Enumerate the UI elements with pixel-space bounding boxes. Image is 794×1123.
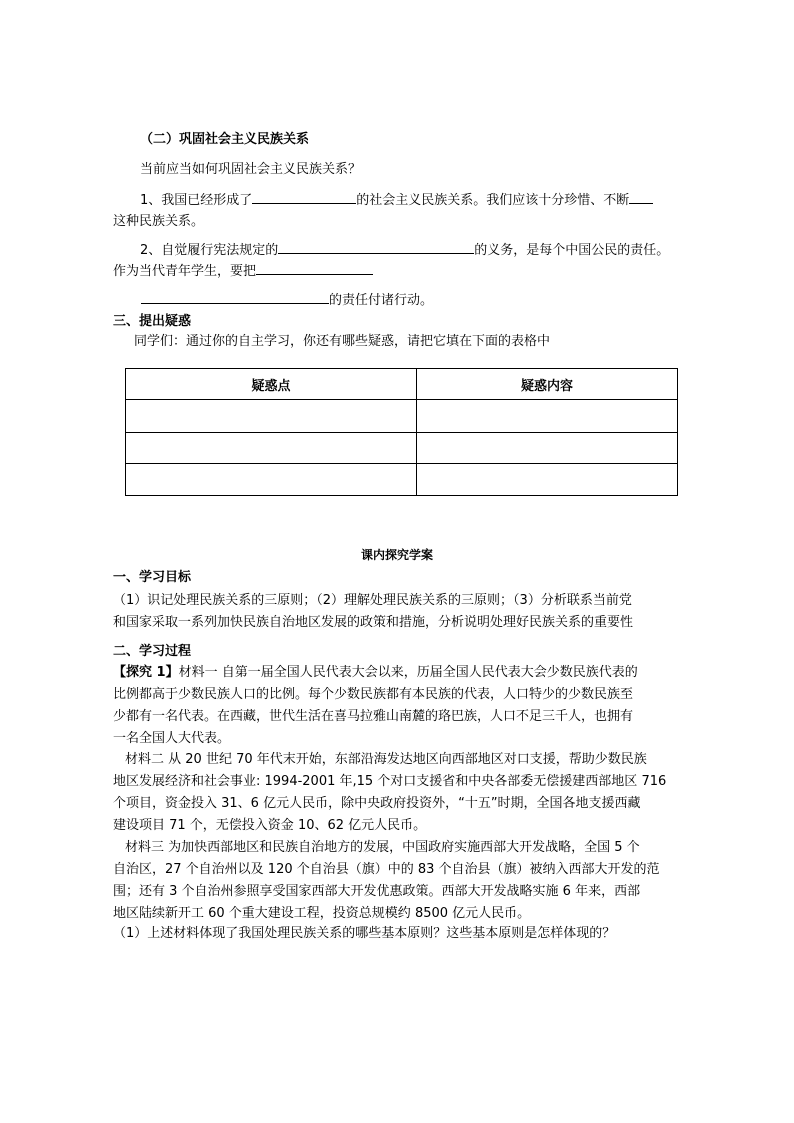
material-line: 建设项目 71 个，无偿投入资金 10、62 亿元人民币。 <box>113 818 427 833</box>
material-line: 比例都高于少数民族人口的比例。每个少数民族都有本民族的代表，人口特少的少数民族至 <box>113 687 634 702</box>
material-line: 个项目，资金投入 31、6 亿元人民币，除中央政府投资外，“十五”时期，全国各地支援西藏 <box>113 796 641 811</box>
item2-text-c: 作为当代青年学生，要把 <box>113 264 257 279</box>
fill-blank-1[interactable] <box>252 189 356 204</box>
table-cell[interactable] <box>126 464 417 496</box>
goals-heading: 一、学习目标 <box>113 570 192 585</box>
item1-line2: 这种民族关系。 <box>113 214 205 229</box>
fill-blank-4[interactable] <box>256 260 373 275</box>
material-line: 少都有一名代表。在西藏，世代生活在喜马拉雅山南麓的珞巴族，人口不足三千人，也拥有 <box>113 709 634 724</box>
table-cell[interactable] <box>417 433 678 464</box>
material-line: 一名全国人大代表。 <box>113 731 231 746</box>
item2-line1 <box>140 239 669 258</box>
page-title: 课内探究学案 <box>360 548 433 562</box>
item1-text-a: 1、我国已经形成了 <box>140 193 253 208</box>
material-text: 材料一 自第一届全国人民代表大会以来，历届全国人民代表大会少数民族代表的 <box>178 665 638 680</box>
explore-tag: 【探究 1】 <box>113 665 179 680</box>
material-line: 地区陆续新开工 60 个重大建设工程，投资总规模约 8500 亿元人民币。 <box>113 906 531 921</box>
table-header-row <box>126 369 678 400</box>
column-header: 疑惑点 <box>126 369 417 400</box>
table-cell[interactable] <box>417 400 678 433</box>
table-cell[interactable] <box>417 464 678 496</box>
item2-line3 <box>141 289 433 308</box>
table-row <box>126 400 678 433</box>
material-line: 围；还有 3 个自治州参照享受国家西部大开发优惠政策。西部大开发战略实施 6 年来，西部 <box>113 884 641 899</box>
material-line: 自治区，27 个自治州以及 120 个自治县（旗）中的 83 个自治县（旗）被纳入西部大开发的范 <box>113 862 660 877</box>
item2-text-d: 的责任付诸行动。 <box>329 293 434 308</box>
process-heading: 二、学习过程 <box>113 644 192 659</box>
question-text: （1）上述材料体现了我国处理民族关系的哪些基本原则？这些基本原则是怎样体现的？ <box>113 926 616 941</box>
table-cell[interactable] <box>126 433 417 464</box>
item1-text-b: 的社会主义民族关系。我们应该十分珍惜、不断 <box>356 193 630 208</box>
table-cell[interactable] <box>126 400 417 433</box>
item2-line2 <box>113 260 373 279</box>
material-line: 材料二 从 20 世纪 70 年代末开始，东部沿海发达地区向西部地区对口支援，帮助少数民族 <box>125 752 647 767</box>
material-line: 材料三 为加快西部地区和民族自治地方的发展，中国政府实施西部大开发战略，全国 5 个 <box>125 840 640 855</box>
item2-text-b: 的义务，是每个中国公民的责任。 <box>474 243 670 258</box>
table-row <box>126 433 678 464</box>
item2-text-a: 2、自觉履行宪法规定的 <box>140 243 279 258</box>
material-line: 地区发展经济和社会事业: 1994-2001 年,15 个对口支援省和中央各部委无偿援建西部地区 716 <box>113 774 667 789</box>
doubts-instruction: 同学们：通过你的自主学习，你还有哪些疑惑，请把它填在下面的表格中 <box>134 334 551 349</box>
question-text: 当前应当如何巩固社会主义民族关系？ <box>140 162 362 177</box>
fill-blank-3[interactable] <box>278 239 474 254</box>
table-row <box>126 464 678 496</box>
column-header: 疑惑内容 <box>417 369 678 400</box>
goals-line: 和国家采取一系列加快民族自治地区发展的政策和措施，分析说明处理好民族关系的重要性 <box>113 615 634 630</box>
doubts-table <box>125 368 678 496</box>
section-heading: （二）巩固社会主义民族关系 <box>140 132 310 147</box>
material-line <box>113 661 638 680</box>
goals-line: （1）识记处理民族关系的三原则；（2）理解处理民族关系的三原则；（3）分析联系当前党 <box>113 593 632 608</box>
fill-blank-2[interactable] <box>629 189 653 204</box>
fill-blank-5[interactable] <box>141 289 329 304</box>
doubts-heading: 三、提出疑惑 <box>113 314 192 329</box>
item1-line1 <box>140 189 653 208</box>
